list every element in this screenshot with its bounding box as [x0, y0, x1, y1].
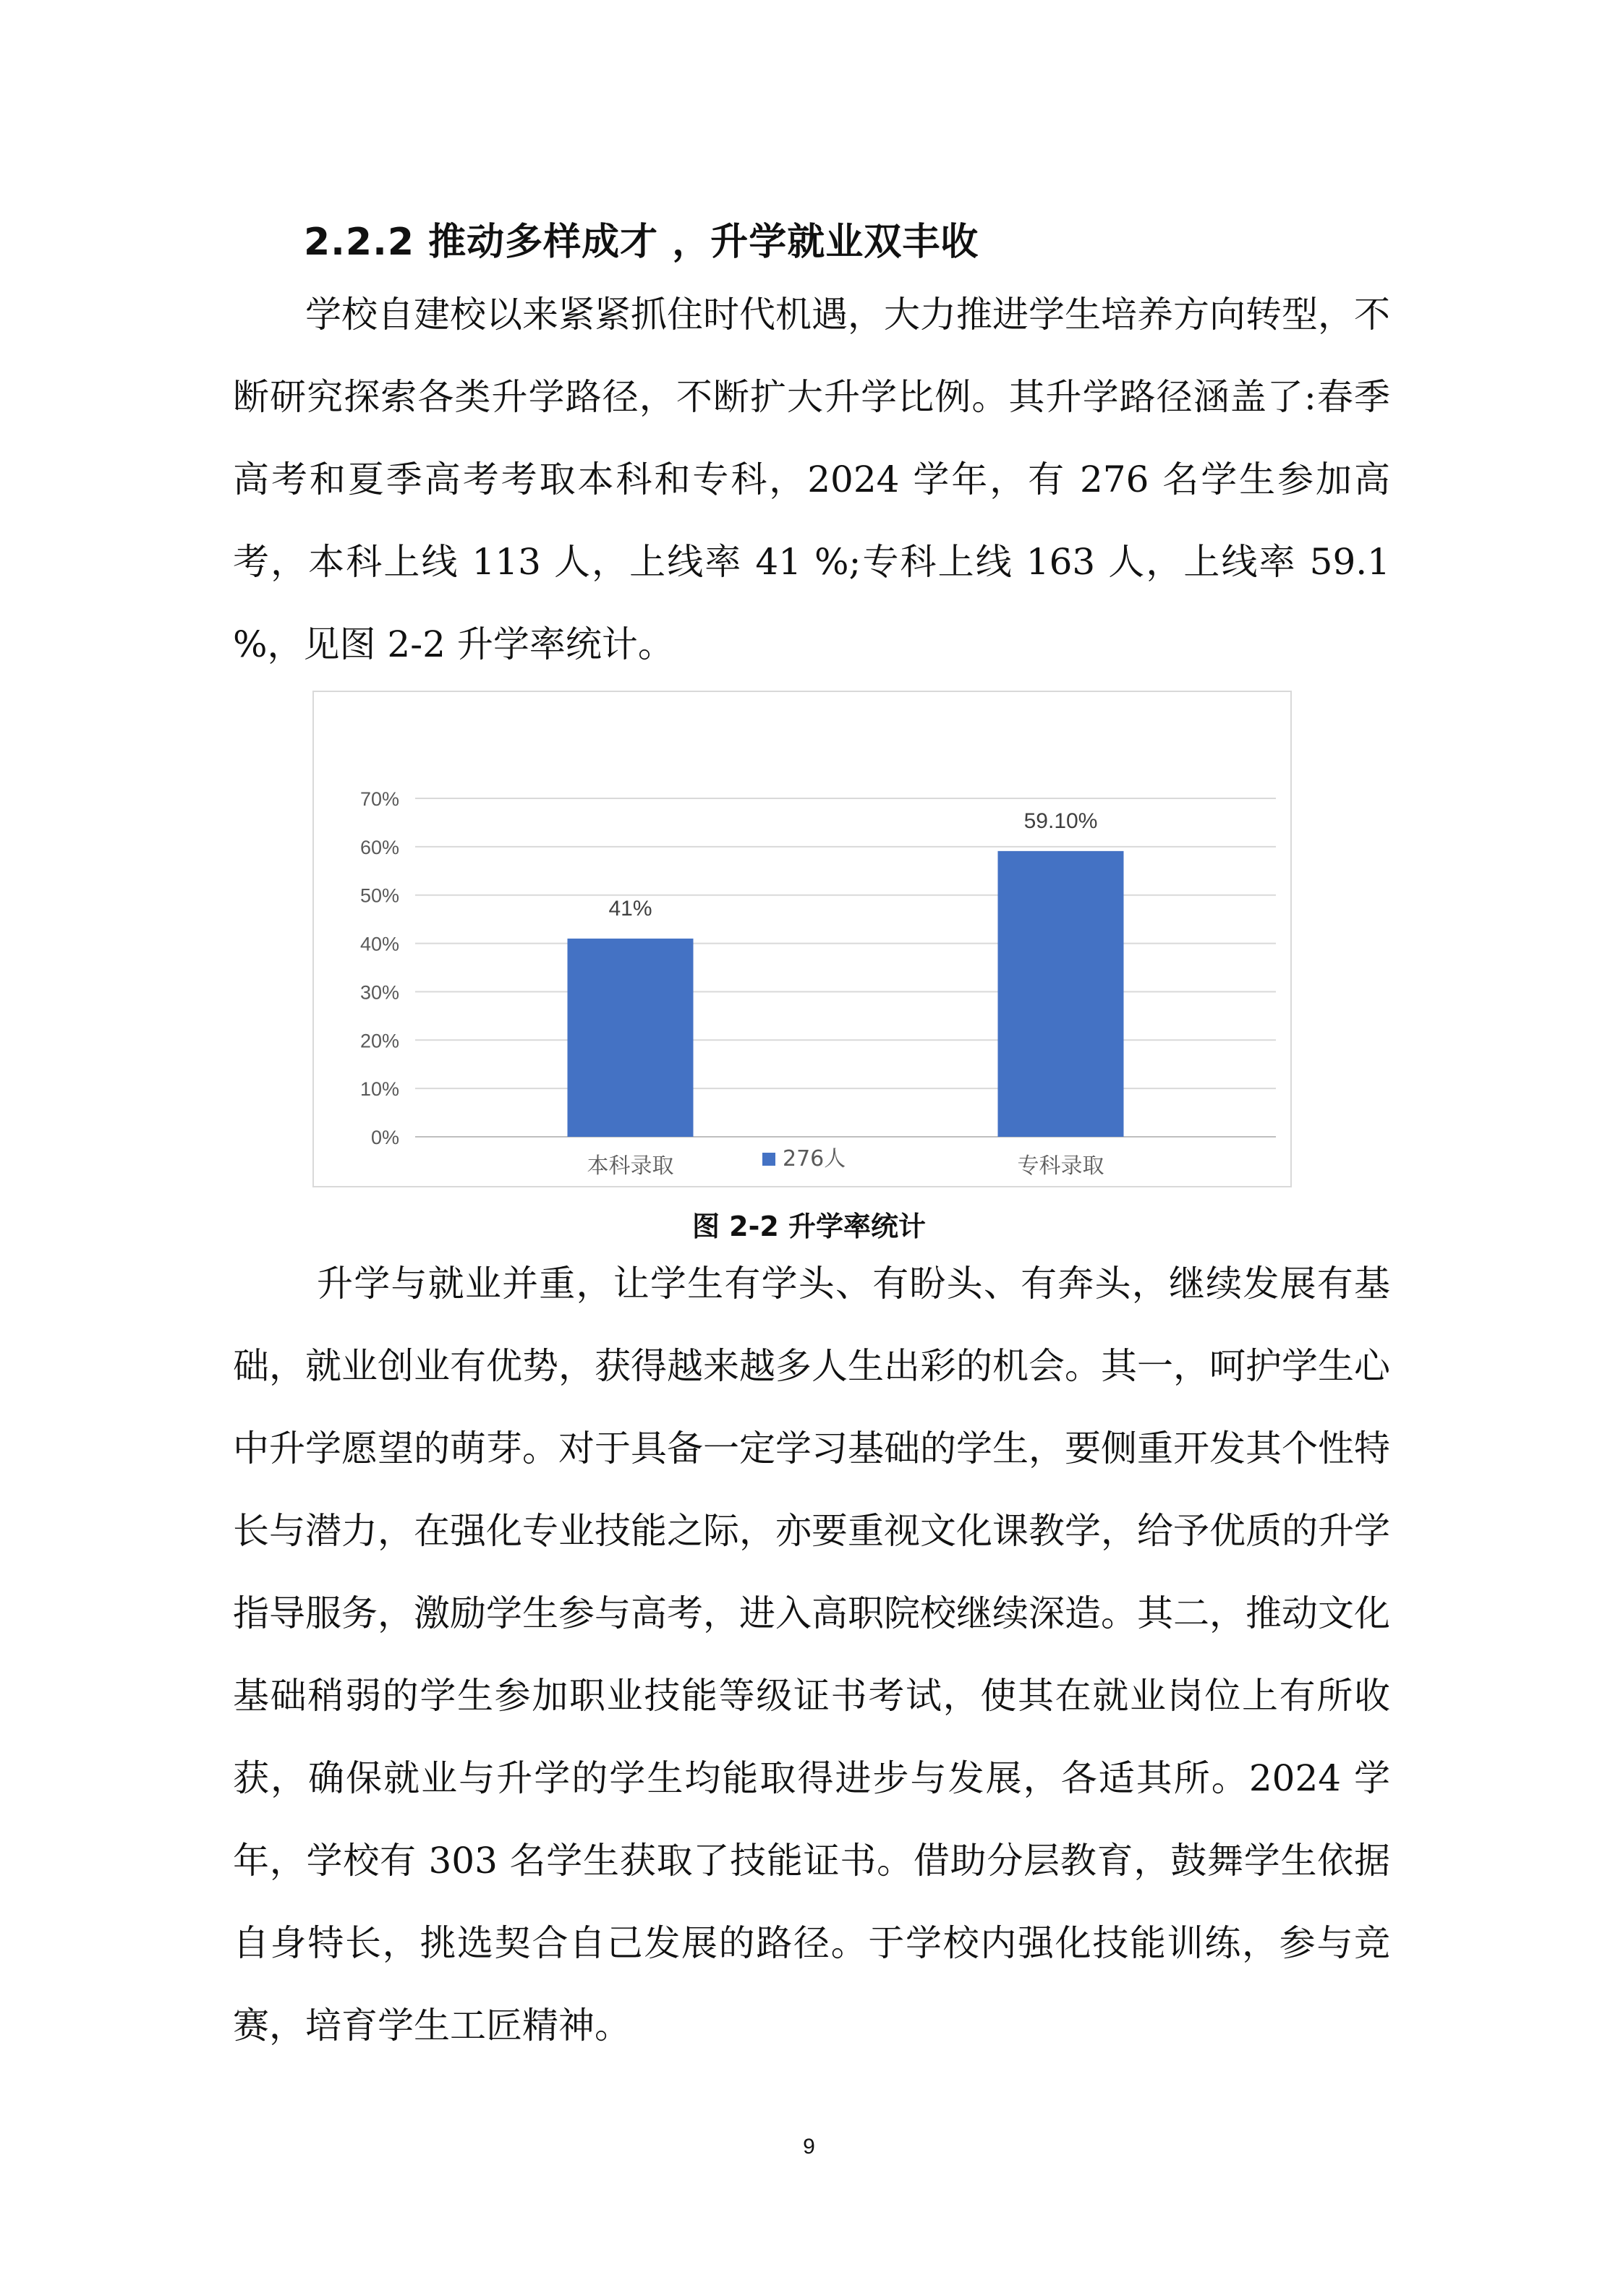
legend-swatch: [762, 1153, 775, 1166]
category-label: 本科录取: [587, 1153, 674, 1179]
category-label: 专科录取: [1017, 1153, 1104, 1179]
y-tick-label: 0%: [370, 1127, 399, 1148]
data-label: 41%: [608, 896, 652, 921]
y-tick-label: 40%: [359, 933, 399, 955]
paragraph-employment: 升学与就业并重，让学生有学头、有盼头、有奔头，继续发展有基础，就业创业有优势，获得越来越多人生出彩的机会。其一，呵护学生心中升学愿望的萌芽。对于具备一定学习基础的学生，要侧重开发其个性特长与潜力，在强化专业技能之际，亦要重视文化课教学，给予优质的升学指导服务，激励学生参与高考，进入高职院校继续深造。其二，推动文化基础稍弱的学生参加职业技能等级证书考试，使其在就业岗位上有所收获，确保就业与升学的学生均能取得进步与发展，各适其所。2024 学年，学校有 303 名学生获取了技能证书。借助分层教育，鼓舞学生依据自身特长，挑选契合自己发展的路径。于学校内强化技能训练，参与竞赛，培育学生工匠精神。: [233, 1263, 1390, 2047]
data-label: 59.10%: [1023, 808, 1098, 833]
section-heading: 2.2.2 推动多样成才 ，升学就业双丰收: [304, 221, 979, 264]
legend-label: 276人: [783, 1146, 846, 1172]
bar: [998, 851, 1124, 1137]
y-tick-label: 20%: [359, 1030, 399, 1052]
paragraph-intro: 学校自建校以来紧紧抓住时代机遇，大力推进学生培养方向转型，不断研究探索各类升学路径，不断扩大升学比例。其升学路径涵盖了:春季高考和夏季高考考取本科和专科，2024 学年，有 276 名学生参加高考，本科上线 113 人，上线率 41 %;专科上线 163 人，上线率 59.1 %，见图 2-2 升学率统计。: [233, 294, 1390, 665]
y-tick-label: 70%: [359, 788, 399, 810]
y-tick-label: 30%: [359, 981, 399, 1004]
y-tick-label: 50%: [359, 884, 399, 907]
bar: [568, 939, 694, 1137]
figure-caption: 图 2-2 升学率统计: [691, 1211, 927, 1242]
y-tick-label: 10%: [359, 1078, 399, 1101]
admission-rate-chart: [312, 691, 1292, 1187]
y-tick-label: 60%: [359, 836, 399, 858]
chart-svg: [314, 692, 1290, 1186]
page-number: 9: [803, 2135, 815, 2159]
